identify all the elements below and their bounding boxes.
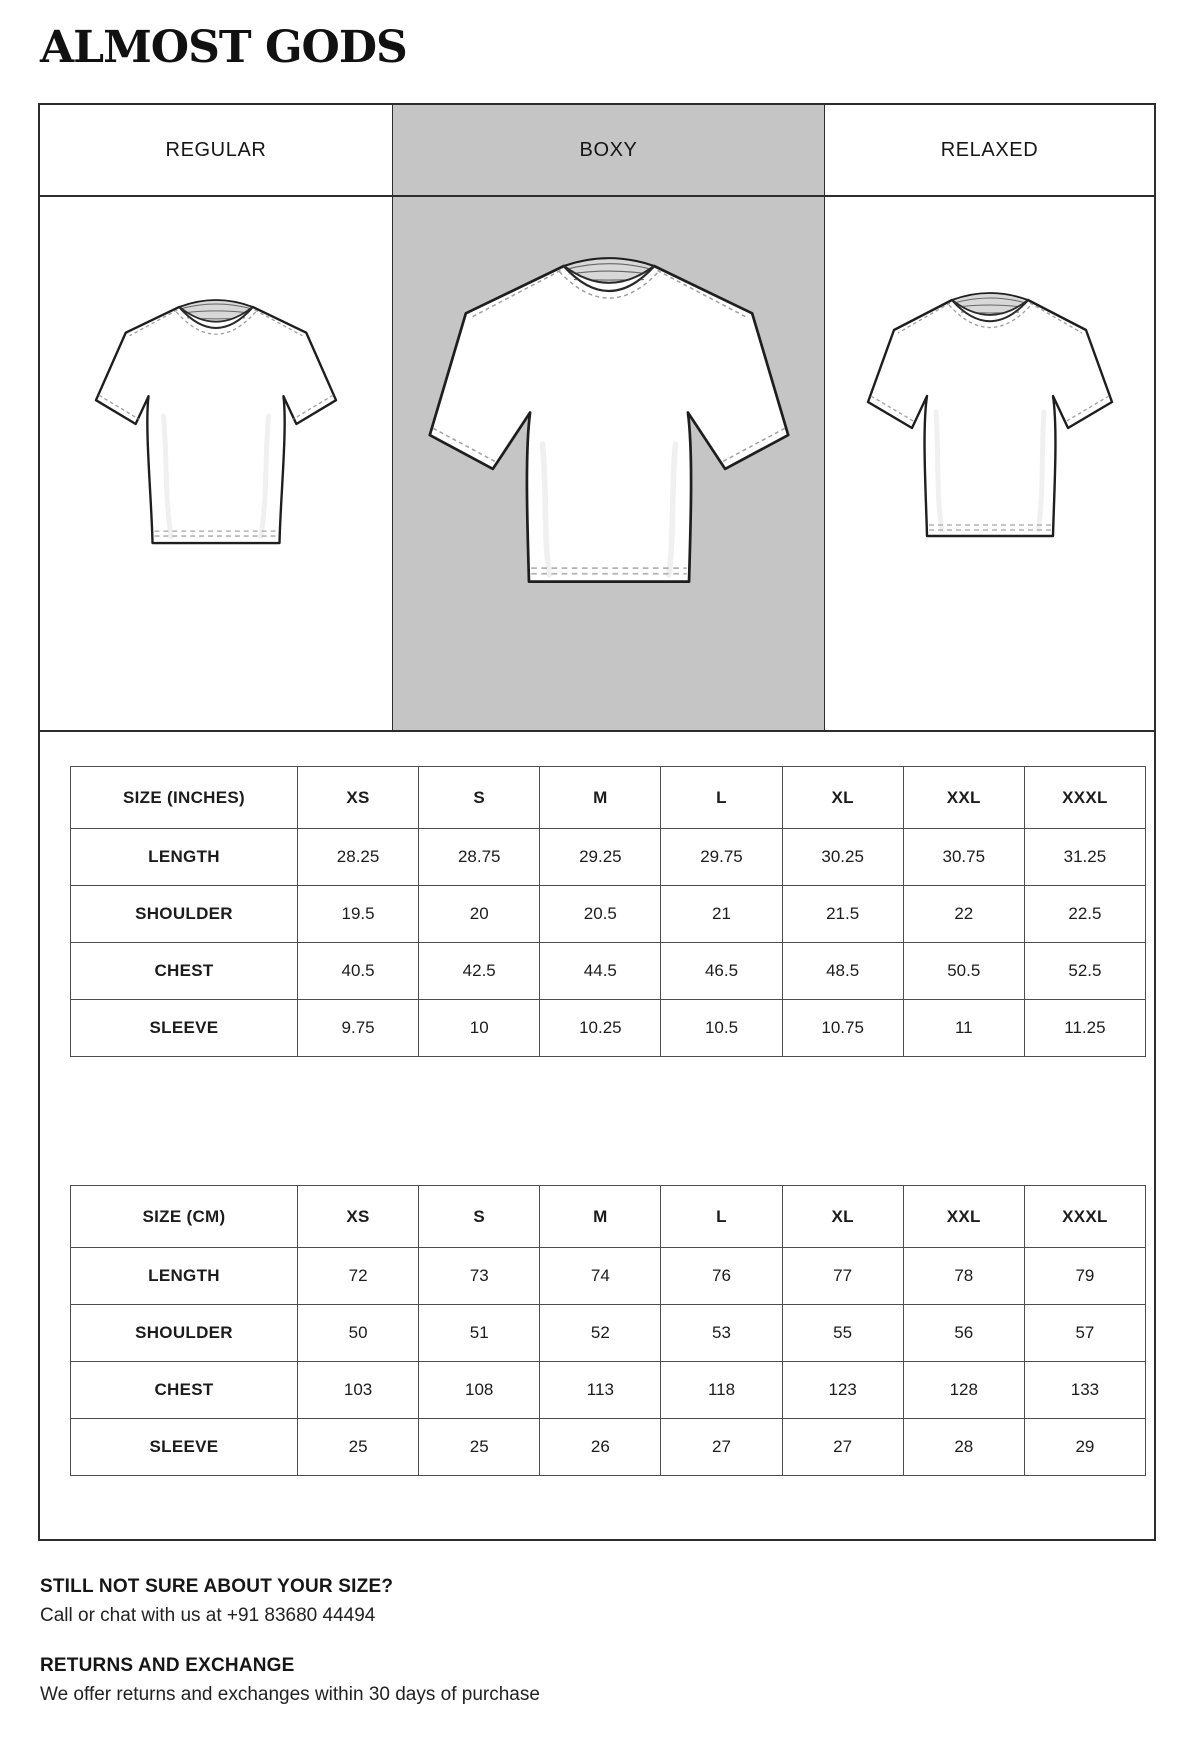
- measurement-value: 123: [782, 1362, 903, 1419]
- measurement-row: [71, 1362, 1146, 1419]
- measurement-value: 72: [298, 1248, 419, 1305]
- brand-logo: ALMOST GODS: [40, 22, 407, 73]
- measurement-value: 10: [419, 1000, 540, 1057]
- measurement-value: 29.25: [540, 829, 661, 886]
- size-column-header: XS: [298, 1186, 419, 1248]
- fit-tab-boxy[interactable]: [392, 105, 825, 195]
- measurement-value: 50.5: [903, 943, 1024, 1000]
- size-column-header: XL: [782, 767, 903, 829]
- fit-tab-regular[interactable]: [40, 105, 392, 195]
- measurement-value: 10.75: [782, 1000, 903, 1057]
- measurement-value: 19.5: [298, 886, 419, 943]
- measurement-value: 22.5: [1024, 886, 1145, 943]
- measurement-value: 52: [540, 1305, 661, 1362]
- measurement-value: 29.75: [661, 829, 782, 886]
- measurement-value: 52.5: [1024, 943, 1145, 1000]
- measurement-value: 118: [661, 1362, 782, 1419]
- fit-tab-relaxed[interactable]: [825, 105, 1154, 195]
- fit-tab-label: REGULAR: [165, 138, 267, 161]
- measurement-value: 11.25: [1024, 1000, 1145, 1057]
- size-column-header: XXL: [903, 1186, 1024, 1248]
- measurement-value: 27: [661, 1419, 782, 1476]
- measurement-value: 28: [903, 1419, 1024, 1476]
- measurement-value: 133: [1024, 1362, 1145, 1419]
- measurement-value: 78: [903, 1248, 1024, 1305]
- measurement-value: 44.5: [540, 943, 661, 1000]
- measurement-row-label: SLEEVE: [71, 1419, 298, 1476]
- measurement-row-label: CHEST: [71, 1362, 298, 1419]
- footer: [40, 1576, 540, 1706]
- returns-block: [40, 1655, 540, 1706]
- measurement-row: [71, 1305, 1146, 1362]
- fit-illustrations-row: [40, 197, 1154, 732]
- measurement-value: 46.5: [661, 943, 782, 1000]
- measurement-value: 77: [782, 1248, 903, 1305]
- size-table-cm: [70, 1185, 1146, 1476]
- measurement-value: 56: [903, 1305, 1024, 1362]
- measurement-row: [71, 1000, 1146, 1057]
- measurement-value: 20: [419, 886, 540, 943]
- unit-header-cell: SIZE (INCHES): [71, 767, 298, 829]
- size-help-text: Call or chat with us at +91 83680 44494: [40, 1605, 376, 1626]
- fit-panel-relaxed: [825, 197, 1154, 730]
- size-column-header: M: [540, 1186, 661, 1248]
- size-help-block: [40, 1576, 540, 1627]
- measurement-value: 128: [903, 1362, 1024, 1419]
- measurement-row-label: SLEEVE: [71, 1000, 298, 1057]
- size-help-heading: STILL NOT SURE ABOUT YOUR SIZE?: [40, 1576, 394, 1597]
- measurement-value: 21.5: [782, 886, 903, 943]
- measurement-value: 113: [540, 1362, 661, 1419]
- fit-selector: [40, 105, 1154, 197]
- measurement-value: 73: [419, 1248, 540, 1305]
- measurement-value: 20.5: [540, 886, 661, 943]
- size-column-header: S: [419, 1186, 540, 1248]
- size-table-inches: [70, 766, 1146, 1057]
- measurement-row: [71, 943, 1146, 1000]
- measurement-value: 79: [1024, 1248, 1145, 1305]
- size-column-header: XXL: [903, 767, 1024, 829]
- fit-panel-boxy: [392, 197, 825, 730]
- relaxed-fit-tshirt-illustration: [864, 282, 1116, 550]
- returns-heading: RETURNS AND EXCHANGE: [40, 1655, 295, 1676]
- measurement-value: 27: [782, 1419, 903, 1476]
- measurement-value: 28.75: [419, 829, 540, 886]
- measurement-value: 31.25: [1024, 829, 1145, 886]
- measurement-value: 11: [903, 1000, 1024, 1057]
- regular-fit-tshirt-illustration: [92, 287, 340, 557]
- measurement-value: 51: [419, 1305, 540, 1362]
- measurement-row: [71, 829, 1146, 886]
- measurement-row: [71, 1419, 1146, 1476]
- size-column-header: XL: [782, 1186, 903, 1248]
- size-table-header-row: [71, 767, 1146, 829]
- measurement-value: 42.5: [419, 943, 540, 1000]
- measurement-value: 103: [298, 1362, 419, 1419]
- measurement-row-label: LENGTH: [71, 829, 298, 886]
- measurement-value: 30.75: [903, 829, 1024, 886]
- size-chart-container: [38, 103, 1156, 1541]
- size-column-header: XS: [298, 767, 419, 829]
- measurement-value: 30.25: [782, 829, 903, 886]
- measurement-value: 76: [661, 1248, 782, 1305]
- measurement-value: 10.5: [661, 1000, 782, 1057]
- measurement-value: 29: [1024, 1419, 1145, 1476]
- size-column-header: XXXL: [1024, 767, 1145, 829]
- measurement-value: 53: [661, 1305, 782, 1362]
- fit-tab-label: RELAXED: [940, 138, 1039, 161]
- measurement-value: 55: [782, 1305, 903, 1362]
- measurement-value: 21: [661, 886, 782, 943]
- size-table-header-row: [71, 1186, 1146, 1248]
- measurement-value: 9.75: [298, 1000, 419, 1057]
- size-column-header: L: [661, 1186, 782, 1248]
- measurement-value: 108: [419, 1362, 540, 1419]
- fit-panel-regular: [40, 197, 392, 730]
- measurement-value: 22: [903, 886, 1024, 943]
- measurement-value: 26: [540, 1419, 661, 1476]
- measurement-row-label: CHEST: [71, 943, 298, 1000]
- measurement-value: 40.5: [298, 943, 419, 1000]
- size-column-header: XXXL: [1024, 1186, 1145, 1248]
- measurement-value: 28.25: [298, 829, 419, 886]
- measurement-row-label: SHOULDER: [71, 886, 298, 943]
- measurement-row: [71, 1248, 1146, 1305]
- measurement-value: 74: [540, 1248, 661, 1305]
- returns-text: We offer returns and exchanges within 30 days of purchase: [40, 1684, 540, 1705]
- measurement-value: 25: [298, 1419, 419, 1476]
- measurement-value: 10.25: [540, 1000, 661, 1057]
- fit-tab-label: BOXY: [579, 138, 638, 161]
- size-column-header: S: [419, 767, 540, 829]
- measurement-value: 25: [419, 1419, 540, 1476]
- boxy-fit-tshirt-illustration: [423, 241, 795, 619]
- unit-header-cell: SIZE (CM): [71, 1186, 298, 1248]
- measurement-row-label: LENGTH: [71, 1248, 298, 1305]
- measurement-row: [71, 886, 1146, 943]
- size-tables-section: [40, 732, 1154, 1476]
- measurement-value: 57: [1024, 1305, 1145, 1362]
- size-column-header: L: [661, 767, 782, 829]
- measurement-row-label: SHOULDER: [71, 1305, 298, 1362]
- size-column-header: M: [540, 767, 661, 829]
- measurement-value: 50: [298, 1305, 419, 1362]
- measurement-value: 48.5: [782, 943, 903, 1000]
